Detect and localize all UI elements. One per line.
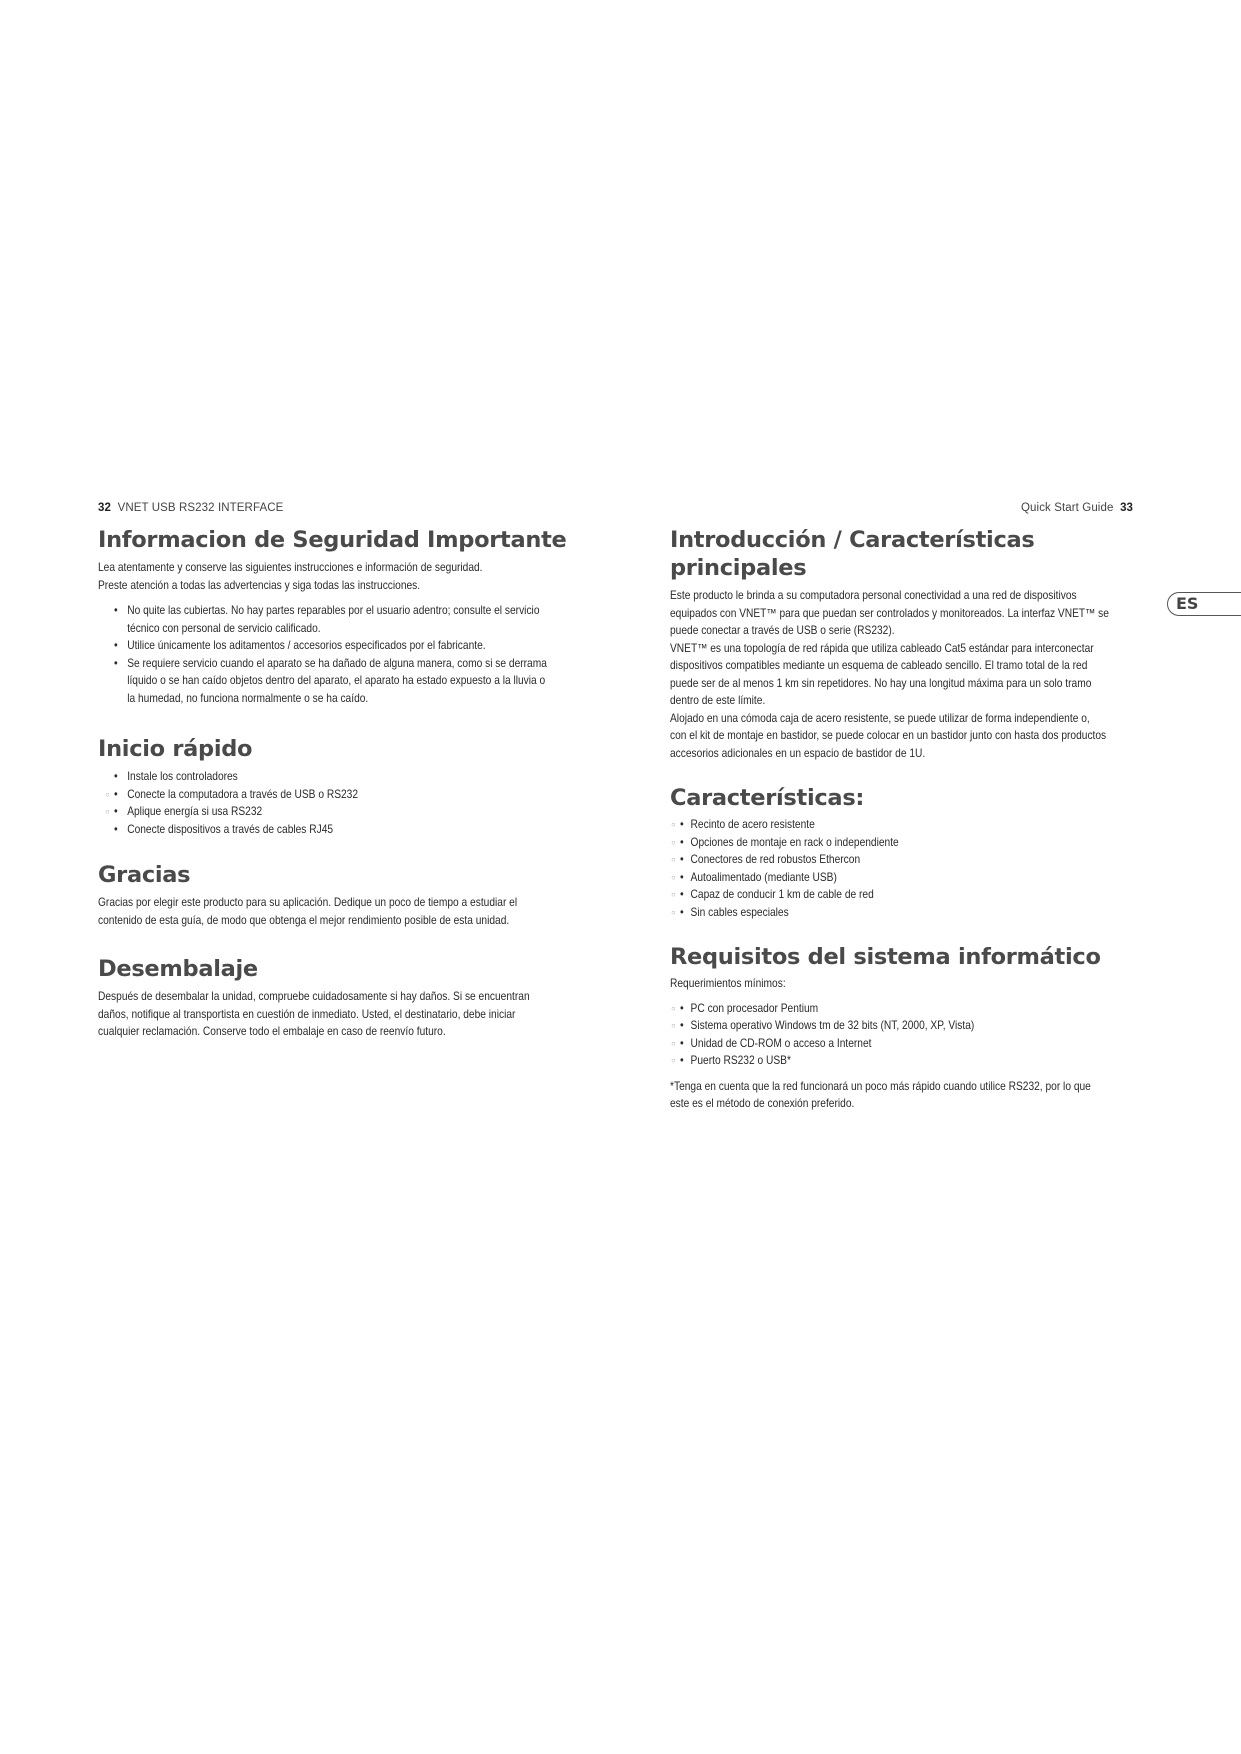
intro-line: accesorios adicionales en un espacio de bastidor de 1U. [670, 746, 926, 760]
intro-line: equipados con VNET™ para que puedan ser controlados y monitoreados. La interfaz VNET™ se [670, 606, 1109, 620]
list-item: ○ • Capaz de conducir 1 km de cable de red [671, 887, 874, 901]
document-title: VNET USB RS232 INTERFACE [117, 502, 284, 514]
list-item: ○ • Conecte la computadora a través de USB o RS232 [105, 786, 359, 801]
quickstart-list [98, 768, 598, 838]
intro-line: dispositivos compatibles mediante un esquema de cableado sencillo. El tramo total de la red [670, 659, 1088, 672]
list-item: líquido o se han caído objetos dentro del aparato, el aparato ha estado expuesto a la lluvia o [127, 674, 546, 687]
header-right [1021, 502, 1133, 514]
list-item: ○ • Unidad de CD-ROM o acceso a Internet [671, 1035, 872, 1050]
list-item: ○ • Autoalimentado (mediante USB) [671, 869, 837, 884]
quickstart-heading: Inicio rápido [98, 736, 253, 762]
safety-intro-line: Lea atentamente y conserve las siguientes instrucciones e información de seguridad. [98, 561, 483, 574]
features-heading: Características: [670, 785, 865, 811]
list-item: • Se requiere servicio cuando el aparato se ha dañado de alguna manera, como si se derrama [114, 655, 547, 670]
safety-heading: Informacion de Seguridad Importante [98, 527, 567, 553]
list-item: ○ • PC con procesador Pentium [671, 1000, 819, 1015]
guide-title: Quick Start Guide [1021, 502, 1114, 514]
requirements-note-line: *Tenga en cuenta que la red funcionará un poco más rápido cuando utilice RS232, por lo que [670, 1079, 1091, 1093]
thanks-line: contenido de esta guía, de modo que obtenga el mejor rendimiento posible de esta unidad. [98, 913, 510, 927]
unpacking-line: Después de desembalar la unidad, compruebe cuidadosamente si hay daños. Si se encuentran [98, 990, 530, 1003]
thanks-heading: Gracias [98, 862, 191, 888]
list-item: ○ • Recinto de acero resistente [671, 817, 815, 831]
left-column [98, 526, 598, 1041]
unpacking-line: cualquier reclamación. Conserve todo el embalaje en caso de reenvío futuro. [98, 1025, 446, 1038]
requirements-heading: Requisitos del sistema informático [670, 944, 1101, 970]
language-tab [1167, 592, 1241, 616]
list-item: la humedad, no funciona normalmente o se ha caído. [127, 691, 369, 705]
list-item: • Utilice únicamente los aditamentos / accesorios especificados por el fabricante. [114, 638, 486, 652]
list-item: • Conecte dispositivos a través de cables RJ45 [114, 821, 334, 836]
unpacking-line: daños, notifique al transportista en cuestión de inmediato. Usted, el destinatario, debe iniciar [98, 1007, 516, 1021]
intro-heading: Introducción / Características principales [670, 527, 1035, 581]
intro-line: dentro de este límite. [670, 694, 766, 707]
list-item: ○ • Conectores de red robustos Ethercon [671, 852, 861, 866]
list-item: ○ • Sin cables especiales [671, 904, 789, 919]
list-item: • No quite las cubiertas. No hay partes reparables por el usuario adentro; consulte el servicio [114, 603, 540, 617]
intro-line: puede conectar a través de USB o serie (RS232). [670, 624, 895, 637]
language-tab-label: ES [1176, 594, 1199, 613]
list-item: ○ • Aplique energía si usa RS232 [105, 804, 263, 818]
requirements-subheading: Requerimientos mínimos: [670, 977, 786, 990]
page-number-left: 32 [98, 502, 111, 514]
intro-line: con el kit de montaje en bastidor, se puede colocar en un bastidor junto con hasta dos productos [670, 729, 1107, 742]
unpacking-heading: Desembalaje [98, 956, 258, 982]
list-item: ○ • Opciones de montaje en rack o independiente [671, 834, 899, 849]
list-item: ○ • Sistema operativo Windows tm de 32 bits (NT, 2000, XP, Vista) [671, 1018, 975, 1032]
intro-line: Alojado en una cómoda caja de acero resistente, se puede utilizar de forma independiente o, [670, 711, 1090, 725]
header-left [98, 502, 283, 514]
features-list [670, 816, 1140, 921]
intro-line: Este producto le brinda a su computadora personal conectividad a una red de dispositivos [670, 589, 1077, 602]
requirements-list [670, 1000, 1140, 1070]
page-number-right: 33 [1120, 502, 1134, 514]
list-item: técnico con personal de servicio calificado. [127, 621, 321, 635]
list-item: • Instale los controladores [114, 769, 238, 783]
right-column [670, 526, 1140, 1113]
safety-intro-line: Preste atención a todas las advertencias y siga todas las instrucciones. [98, 578, 421, 592]
safety-list [98, 602, 598, 707]
list-item: ○ • Puerto RS232 o USB* [671, 1053, 791, 1067]
intro-line: puede ser de al menos 1 km sin repetidores. No hay una longitud máxima para un solo tramo [670, 676, 1092, 690]
thanks-line: Gracias por elegir este producto para su aplicación. Dedique un poco de tiempo a estudiar el [98, 896, 518, 909]
requirements-note-line: este es el método de conexión preferido. [670, 1097, 855, 1110]
intro-line: VNET™ es una topología de red rápida que utiliza cableado Cat5 estándar para interconectar [670, 641, 1094, 655]
